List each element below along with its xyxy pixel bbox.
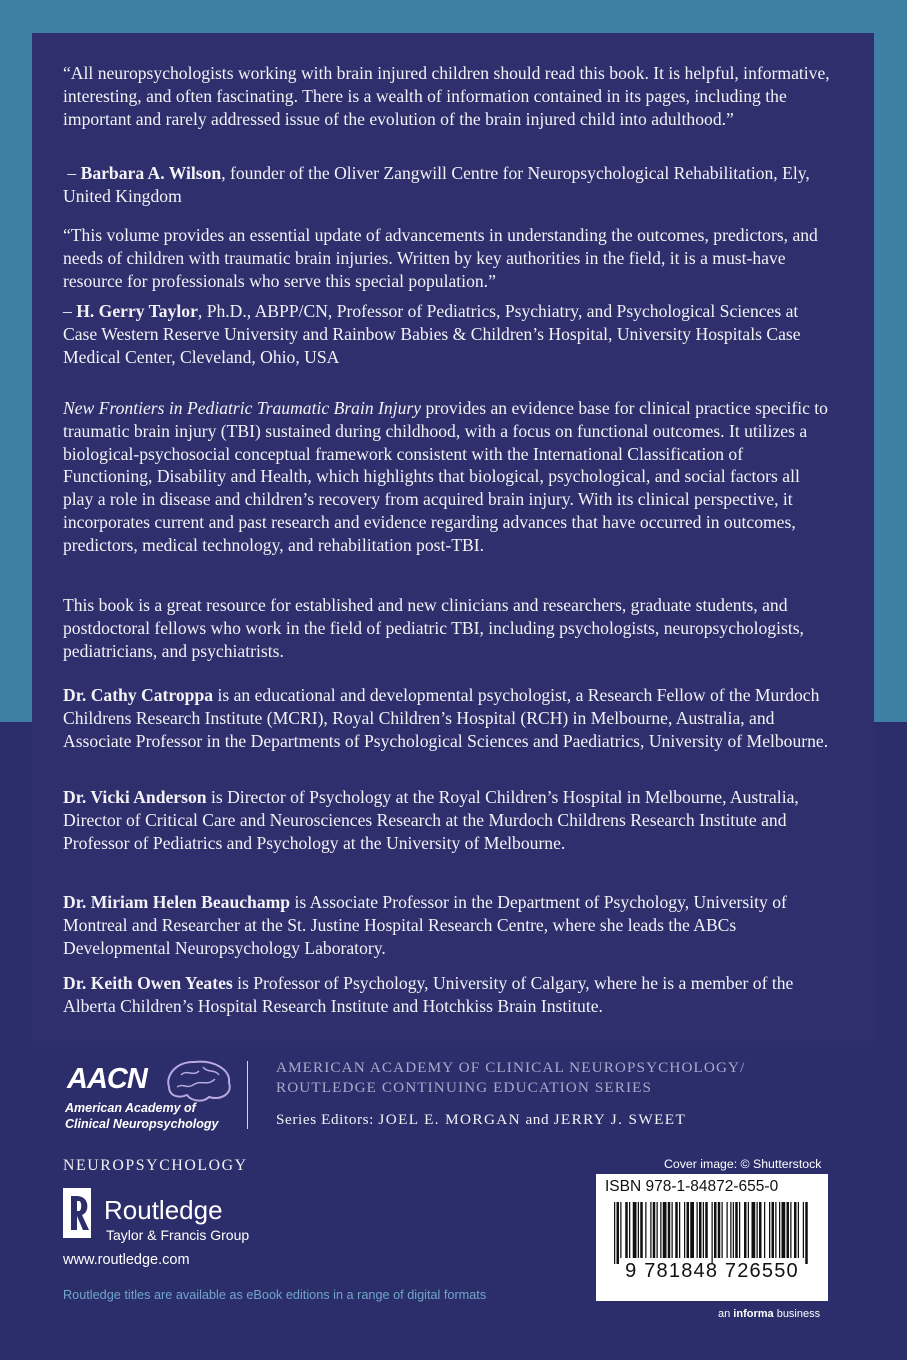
barcode-bar [705,1202,708,1258]
author-bio: Dr. Miriam Helen Beauchamp is Associate Professor in the Department of Psychology, University of Montreal and Researcher at the St. Justine Hospital Research Centre, where she leads the ABCs Developmental Neuropsychology Laboratory. [63,892,787,958]
barcode-bar [712,1202,713,1264]
barcode-bar [769,1202,770,1258]
barcode-bar [660,1202,661,1258]
barcode-bar [744,1202,747,1258]
informa-tagline: an informa business [718,1308,821,1320]
barcode-bar [759,1202,762,1258]
publisher-name: Routledge [104,1195,223,1225]
barcode-bar [764,1202,765,1258]
barcode-bar [748,1202,749,1258]
review-attribution-1: – Barbara A. Wilson, founder of the Oliver Zangwill Centre for Neuropsychological Rehabilitation, Ely, United Kingdom [63,163,810,206]
barcode-bar [718,1202,721,1258]
barcode-bar [679,1202,680,1258]
series-title: AMERICAN ACADEMY OF CLINICAL NEUROPSYCHOLOGY/ ROUTLEDGE CONTINUING EDUCATION SERIES [276,1059,746,1096]
barcode-bar [752,1202,756,1258]
aacn-logo: AACN American Academy of Clinical Neuropsychology [63,1057,238,1137]
barcode-bar [798,1202,799,1258]
author-bio: Dr. Vicki Anderson is Director of Psychology at the Royal Children’s Hospital in Melbourne, Australia, Director of Critical Care and Neurosciences Research at the Murdoch Childrens Research Institute and Professor of Pediatrics and Psychology at the University of Melbourne. [63,787,799,853]
barcode-bar [672,1202,673,1258]
publisher-url[interactable]: www.routledge.com [63,1252,190,1268]
cover-credit: Cover image: © Shutterstock [664,1157,822,1171]
audience-paragraph: This book is a great resource for established and new clinicians and researchers, graduate students, and postdoctoral fellows who work in the field of pediatric TBI, including psychologists, neuropsychologists, pediatricians, and psychiatrists. [63,595,804,661]
barcode-bar [730,1202,731,1258]
subject-category: NEUROPSYCHOLOGY [63,1157,248,1174]
barcode-bar [703,1202,704,1258]
barcode-bar [794,1202,797,1258]
barcode-bar [653,1202,656,1258]
barcode-bar [722,1202,723,1258]
isbn-barcode [596,1174,828,1301]
routledge-logo-icon [63,1188,91,1238]
barcode-bar [805,1202,808,1264]
barcode-bar [735,1202,738,1258]
barcode-bar [803,1202,804,1258]
publisher-group: Taylor & Francis Group [106,1227,250,1243]
book-title: New Frontiers in Pediatric Traumatic Brain Injury [63,398,422,418]
isbn-label: ISBN 978-1-84872-655-0 [605,1178,779,1195]
barcode-bar [779,1202,780,1258]
barcode-bar [733,1202,734,1258]
barcode-bar [645,1202,646,1258]
barcode-bar [739,1202,740,1258]
barcode-bar [614,1202,615,1264]
barcode-bars [614,1202,810,1264]
barcode-bar [638,1202,639,1258]
barcode-bar [617,1202,620,1264]
barcode-bar [663,1202,667,1258]
review-quote-2: “This volume provides an essential update of advancements in understanding the outcomes, predictors, and needs of children with traumatic brain injuries. Written by key authorities in the field, it is a must-have resource for professionals who serve this special population.” [63,225,818,291]
isbn-digits: 9 781848 726550 [625,1260,799,1282]
barcode-bar [687,1202,690,1258]
barcode-bar [650,1202,651,1258]
aacn-wordmark: AACN [67,1063,147,1095]
barcode-bar [775,1202,776,1258]
barcode-bar [629,1202,630,1258]
barcode-bar [782,1202,786,1258]
review-quote-1: “All neuropsychologists working with brain injured children should read this book. It is helpful, informative, interesting, and often fascinating. There is a wealth of information contained in its pages, including the important and rarely addressed issue of the evolution of the brain injured child into adulthood.” [63,63,830,129]
barcode-bar [657,1202,658,1258]
author-bio: Dr. Cathy Catroppa is an educational and developmental psychologist, a Research Fellow of the Murdoch Childrens Research Institute (MCRI), Royal Children’s Hospital (RCH) in Melbourne, Australia, and Associate Professor in the Departments of Psychological Sciences and Paediatrics, University of Melbourne. [63,685,829,751]
barcode-bar [787,1202,790,1258]
barcode-bar [727,1202,728,1258]
barcode-bar [640,1202,643,1258]
barcode-bar [690,1202,694,1258]
barcode-bar [757,1202,758,1258]
barcode-bar [620,1202,621,1258]
barcode-bar [633,1202,637,1258]
series-editors: Series Editors: JOEL E. MORGAN and JERRY J. SWEET [276,1111,687,1128]
divider [247,1061,248,1129]
barcode-bar [772,1202,775,1258]
barcode-bar [625,1202,628,1258]
barcode-bar [684,1202,685,1258]
barcode-bar [675,1202,678,1258]
review-attribution-2: – H. Gerry Taylor, Ph.D., ABPP/CN, Professor of Pediatrics, Psychiatry, and Psychological Sciences at Case Western Reserve University and Rainbow Babies & Children’s Hospital, University Hospitals Case Medical Center, Cleveland, Ohio, USA [63,301,801,367]
barcode-bar [790,1202,791,1258]
reviewer-name: H. Gerry Taylor [76,301,198,321]
reviewer-name: Barbara A. Wilson [80,163,222,183]
barcode-bar [668,1202,671,1258]
author-bio: Dr. Keith Owen Yeates is Professor of Psychology, University of Calgary, where he is a member of the Alberta Children’s Hospital Research Institute and Hotchkiss Brain Institute. [63,973,794,1016]
ebook-note: Routledge titles are available as eBook editions in a range of digital formats [63,1288,487,1302]
book-description: New Frontiers in Pediatric Traumatic Brain Injury provides an evidence base for clinical practice specific to traumatic brain injury (TBI) sustained during childhood, with a focus on functional outcomes. It utilizes a biological-psychosocial conceptual framework consistent with the International Classification of Functioning, Disability and Health, which highlights that biological, psychological, and social factors all play a role in disease and children’s recovery from acquired brain injury. With its clinical perspective, it incorporates current and past research and evidence regarding advances that have occurred in outcomes, predictors, medical technology, and rehabilitation post-TBI. [63,398,828,555]
barcode-bar [714,1202,717,1258]
barcode-bar [697,1202,698,1258]
brain-icon [163,1057,235,1105]
barcode-bar [699,1202,702,1258]
